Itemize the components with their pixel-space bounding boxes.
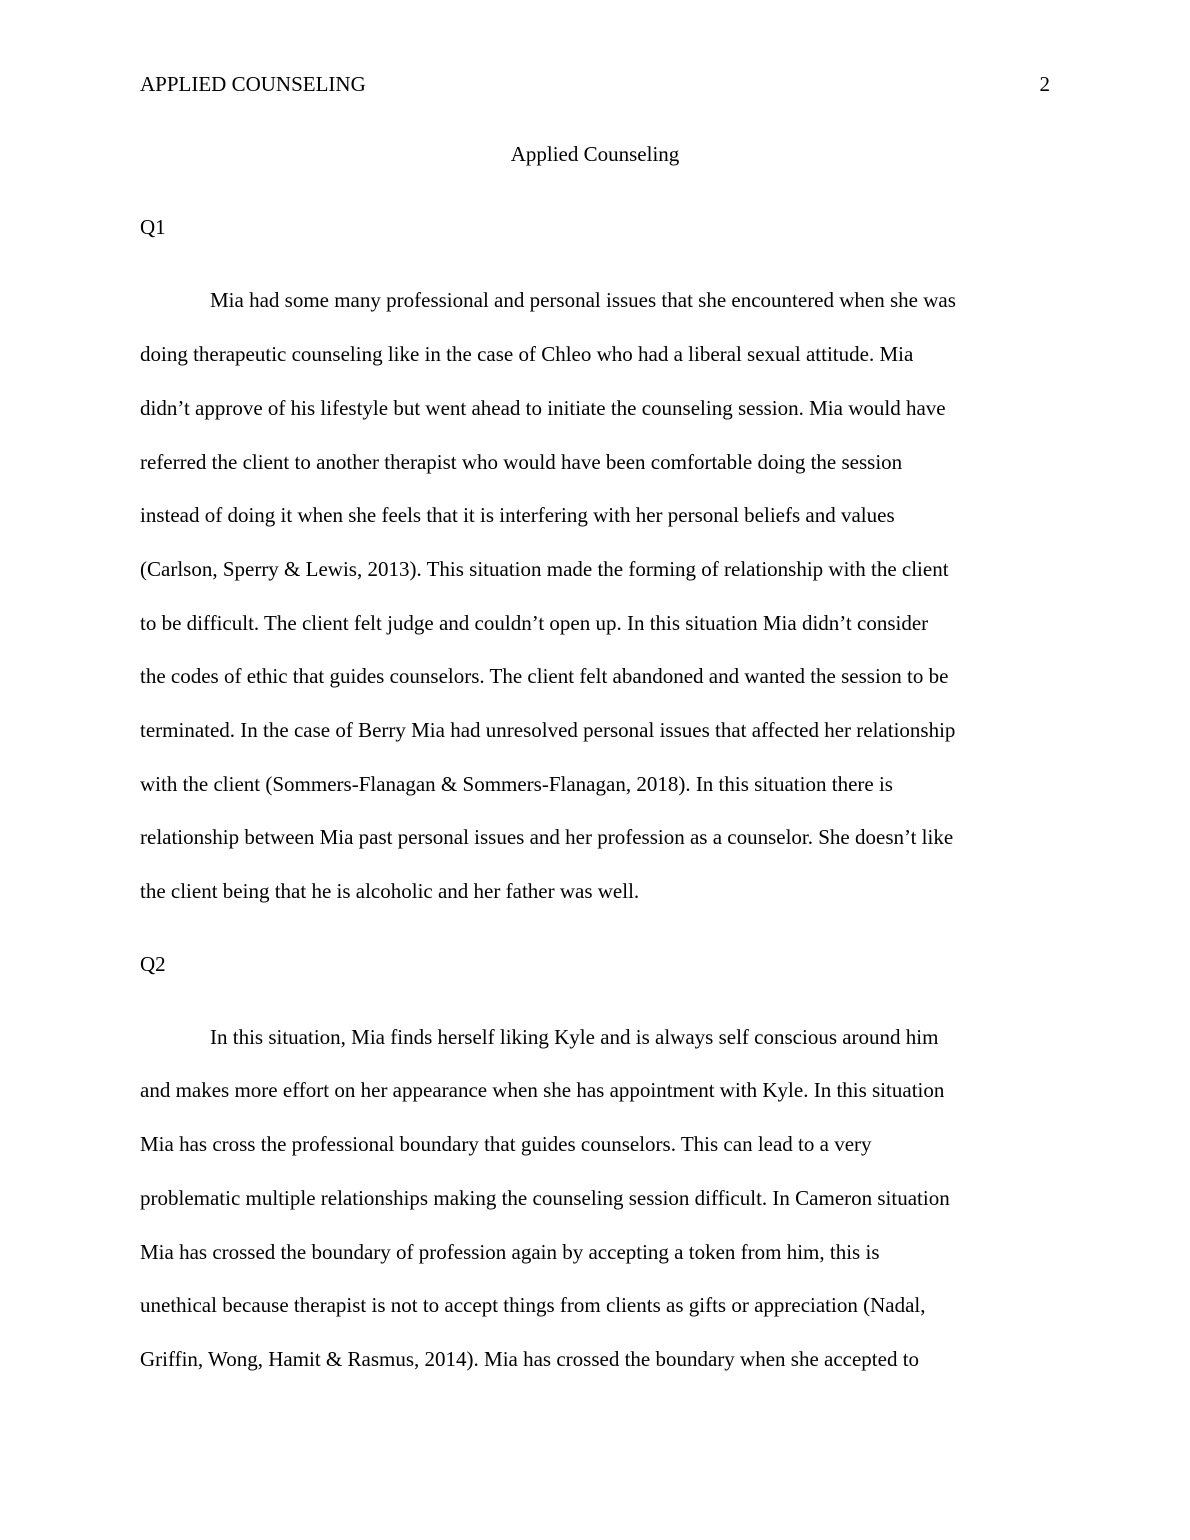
page-number: 2 <box>1039 72 1050 96</box>
paragraph-line: Griffin, Wong, Hamit & Rasmus, 2014). Mia has crossed the boundary when she accepted to <box>140 1347 920 1371</box>
paragraph-line: with the client (Sommers-Flanagan & Sommers-Flanagan, 2018). In this situation there is <box>140 772 893 796</box>
paragraph-line: (Carlson, Sperry & Lewis, 2013). This situation made the forming of relationship with the client <box>140 557 949 581</box>
paragraph-line: didn’t approve of his lifestyle but went ahead to initiate the counseling session. Mia would have <box>140 396 946 420</box>
paragraph-line: and makes more effort on her appearance when she has appointment with Kyle. In this situation <box>140 1078 945 1102</box>
section-heading-q2: Q2 <box>140 952 166 976</box>
paragraph-line: the codes of ethic that guides counselors. The client felt abandoned and wanted the session to be <box>140 664 949 688</box>
section-heading-q1: Q1 <box>140 215 166 239</box>
paragraph-line: unethical because therapist is not to accept things from clients as gifts or appreciation (Nadal, <box>140 1293 926 1317</box>
paragraph-line: Mia has cross the professional boundary that guides counselors. This can lead to a very <box>140 1132 872 1156</box>
document-title: Applied Counseling <box>510 142 680 166</box>
paragraph-line: doing therapeutic counseling like in the case of Chleo who had a liberal sexual attitude. Mia <box>140 342 914 366</box>
paragraph-line: Mia has crossed the boundary of profession again by accepting a token from him, this is <box>140 1240 880 1264</box>
paragraph-line: referred the client to another therapist who would have been comfortable doing the session <box>140 450 903 474</box>
paragraph-line: relationship between Mia past personal issues and her profession as a counselor. She doesn’t like <box>140 825 954 849</box>
paragraph-line: instead of doing it when she feels that it is interfering with her personal beliefs and values <box>140 503 895 527</box>
paragraph-line: terminated. In the case of Berry Mia had unresolved personal issues that affected her relationship <box>140 718 956 742</box>
paragraph-line: In this situation, Mia finds herself liking Kyle and is always self conscious around him <box>210 1025 939 1049</box>
paragraph-line: to be difficult. The client felt judge and couldn’t open up. In this situation Mia didn’t consider <box>140 611 929 635</box>
paragraph-line: the client being that he is alcoholic and her father was well. <box>140 879 640 903</box>
paragraph-line: Mia had some many professional and personal issues that she encountered when she was <box>210 288 956 312</box>
paragraph-line: problematic multiple relationships making the counseling session difficult. In Cameron situation <box>140 1186 950 1210</box>
running-head: APPLIED COUNSELING <box>140 72 366 96</box>
